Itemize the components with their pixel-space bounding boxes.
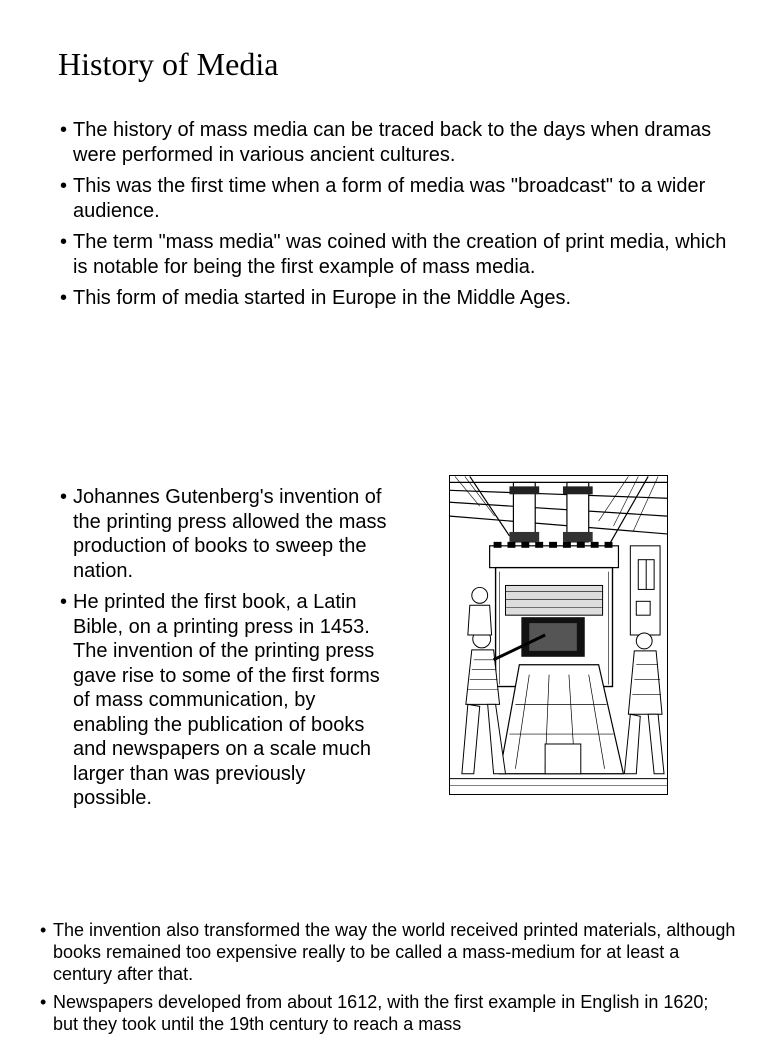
- intro-bullet: • The term "mass media" was coined with the creation of print media, which is notable for being the first example of mass media.: [58, 230, 738, 279]
- gutenberg-bullet: • Johannes Gutenberg's invention of the printing press allowed the mass production of books to sweep the nation.: [58, 485, 388, 583]
- printing-press-illustration: [450, 476, 667, 794]
- gutenberg-bullet-list: [58, 485, 388, 818]
- intro-bullet: • This form of media started in Europe in the Middle Ages.: [58, 286, 738, 311]
- gutenberg-bullet: • He printed the first book, a Latin Bible, on a printing press in 1453. The invention of the printing press gave rise to some of the first forms of mass communication, by enabling the publication of books and newspapers on a scale much larger than was previously possible.: [58, 590, 388, 811]
- intro-bullet: • This was the first time when a form of media was "broadcast" to a wider audience.: [58, 174, 738, 223]
- later-bullet: • The invention also transformed the way the world received printed materials, although books remained too expensive really to be called a mass-medium for at least a century after that.: [38, 919, 738, 985]
- printing-press-woodcut-image: [449, 475, 668, 795]
- intro-bullet-list: [58, 118, 738, 318]
- slide-title: History of Media: [58, 46, 279, 82]
- later-bullet-list: [38, 919, 738, 1041]
- intro-bullet: • The history of mass media can be traced back to the days when dramas were performed in various ancient cultures.: [58, 118, 738, 167]
- later-bullet: • Newspapers developed from about 1612, with the first example in English in 1620; but they took until the 19th century to reach a mass: [38, 991, 738, 1035]
